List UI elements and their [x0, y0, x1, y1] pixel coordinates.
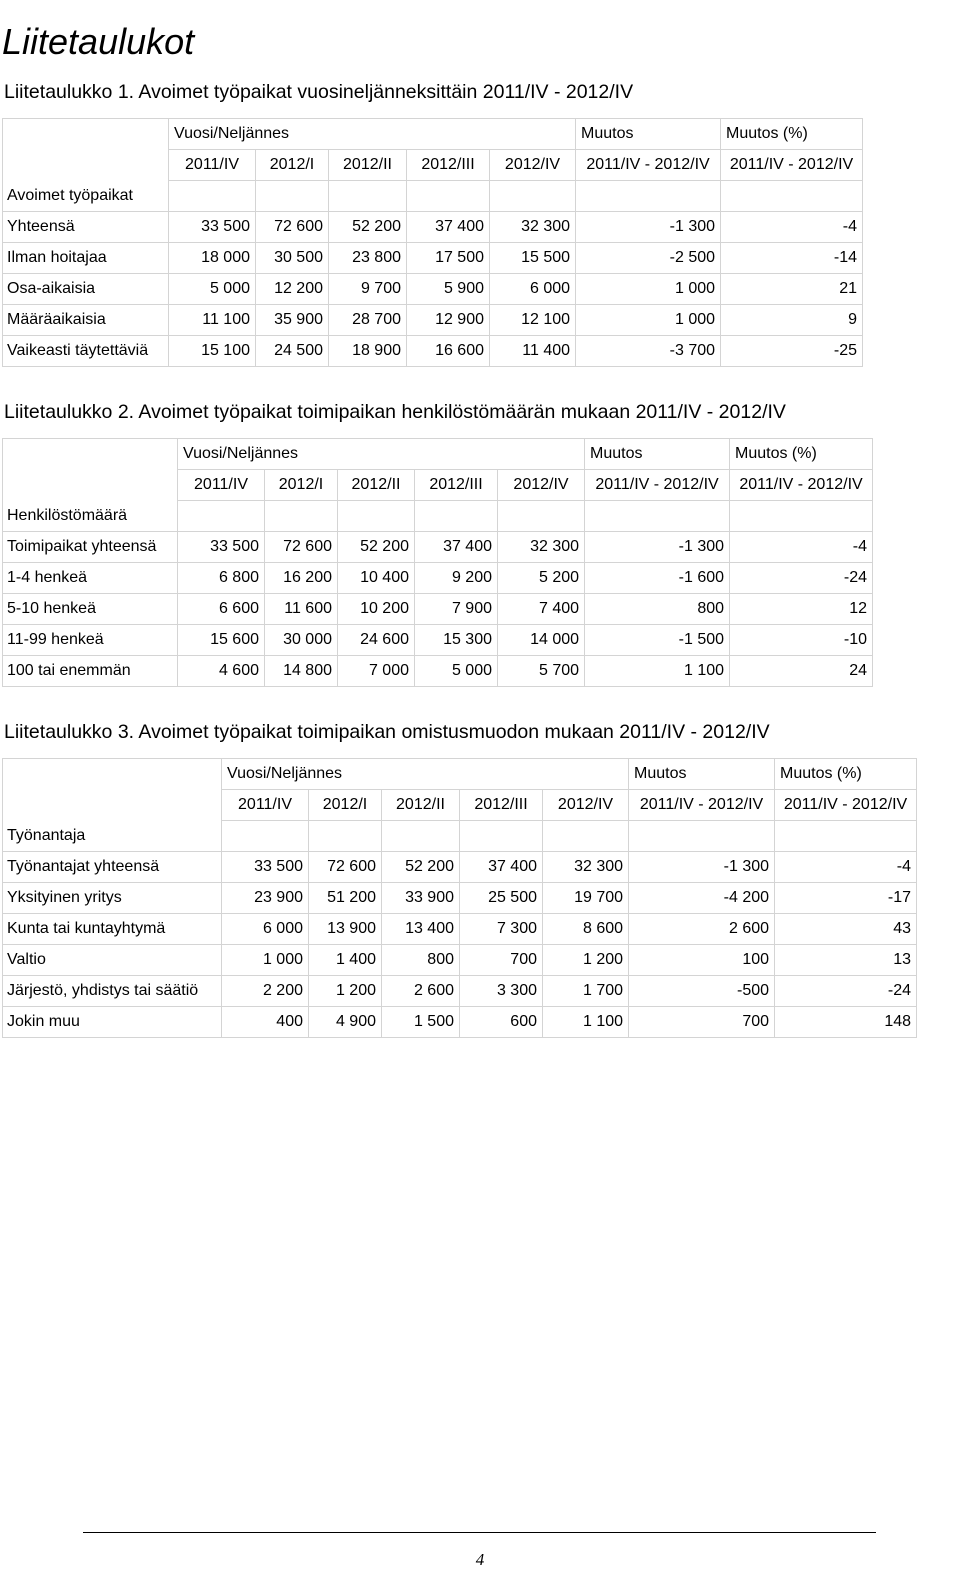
- period-header: 2012/IV: [543, 790, 629, 821]
- row-label: Osa-aikaisia: [3, 274, 169, 305]
- value-cell: 1 200: [543, 945, 629, 976]
- group-header: Vuosi/Neljännes: [169, 119, 576, 150]
- value-cell: 7 900: [415, 594, 498, 625]
- value-cell: 4 600: [178, 656, 265, 687]
- period-header: 2012/II: [329, 150, 407, 181]
- change-cell: 1 000: [576, 305, 721, 336]
- change-pct-period-header: 2011/IV - 2012/IV: [721, 150, 863, 181]
- row-header-label: Henkilöstömäärä: [3, 439, 178, 532]
- value-cell: 1 000: [222, 945, 309, 976]
- period-header: 2011/IV: [178, 470, 265, 501]
- value-cell: 3 300: [460, 976, 543, 1007]
- change-cell: -1 300: [629, 852, 775, 883]
- value-cell: 12 900: [407, 305, 490, 336]
- value-cell: 33 900: [382, 883, 460, 914]
- row-label: 11-99 henkeä: [3, 625, 178, 656]
- value-cell: 28 700: [329, 305, 407, 336]
- value-cell: 23 900: [222, 883, 309, 914]
- value-cell: 30 500: [256, 243, 329, 274]
- value-cell: 12 100: [490, 305, 576, 336]
- change-cell: 700: [629, 1007, 775, 1038]
- change-period-header: 2011/IV - 2012/IV: [576, 150, 721, 181]
- period-header: 2012/III: [407, 150, 490, 181]
- table-row: [3, 274, 863, 305]
- row-label: Yhteensä: [3, 212, 169, 243]
- value-cell: 18 900: [329, 336, 407, 367]
- table-row: [3, 212, 863, 243]
- table-row: [3, 945, 917, 976]
- value-cell: 11 600: [265, 594, 338, 625]
- table-row: [3, 243, 863, 274]
- table-row: [3, 594, 873, 625]
- change-pct-cell: -24: [730, 563, 873, 594]
- period-header: 2012/II: [382, 790, 460, 821]
- value-cell: 1 200: [309, 976, 382, 1007]
- group-header: Vuosi/Neljännes: [222, 759, 629, 790]
- value-cell: 17 500: [407, 243, 490, 274]
- row-label: Jokin muu: [3, 1007, 222, 1038]
- value-cell: 5 700: [498, 656, 585, 687]
- change-cell: 100: [629, 945, 775, 976]
- value-cell: 10 200: [338, 594, 415, 625]
- change-pct-cell: -4: [730, 532, 873, 563]
- row-label: Työnantajat yhteensä: [3, 852, 222, 883]
- value-cell: 16 200: [265, 563, 338, 594]
- value-cell: 23 800: [329, 243, 407, 274]
- row-label: Toimipaikat yhteensä: [3, 532, 178, 563]
- value-cell: 6 600: [178, 594, 265, 625]
- table-row: [3, 625, 873, 656]
- change-cell: -1 300: [576, 212, 721, 243]
- change-pct-cell: 13: [775, 945, 917, 976]
- value-cell: 10 400: [338, 563, 415, 594]
- value-cell: 32 300: [498, 532, 585, 563]
- change-cell: 1 000: [576, 274, 721, 305]
- change-pct-cell: 148: [775, 1007, 917, 1038]
- value-cell: 1 700: [543, 976, 629, 1007]
- change-pct-cell: 43: [775, 914, 917, 945]
- value-cell: 52 200: [338, 532, 415, 563]
- period-header: 2011/IV: [169, 150, 256, 181]
- value-cell: 5 000: [169, 274, 256, 305]
- period-header: 2012/I: [309, 790, 382, 821]
- change-cell: -1 300: [585, 532, 730, 563]
- value-cell: 4 900: [309, 1007, 382, 1038]
- value-cell: 33 500: [169, 212, 256, 243]
- value-cell: 1 400: [309, 945, 382, 976]
- value-cell: 800: [382, 945, 460, 976]
- value-cell: 5 000: [415, 656, 498, 687]
- value-cell: 13 900: [309, 914, 382, 945]
- value-cell: 6 000: [490, 274, 576, 305]
- table-row: [3, 1007, 917, 1038]
- row-header-label: Avoimet työpaikat: [3, 119, 169, 212]
- value-cell: 7 300: [460, 914, 543, 945]
- table-2-title: Liitetaulukko 2. Avoimet työpaikat toimipaikan henkilöstömäärän mukaan 2011/IV - 2012/IV: [4, 401, 786, 423]
- change-header: Muutos: [585, 439, 730, 470]
- value-cell: 700: [460, 945, 543, 976]
- table-2: [2, 438, 873, 687]
- value-cell: 9 700: [329, 274, 407, 305]
- row-label: Ilman hoitajaa: [3, 243, 169, 274]
- change-pct-cell: -4: [721, 212, 863, 243]
- value-cell: 32 300: [490, 212, 576, 243]
- value-cell: 2 600: [382, 976, 460, 1007]
- row-label: 100 tai enemmän: [3, 656, 178, 687]
- change-pct-header: Muutos (%): [775, 759, 917, 790]
- row-label: 5-10 henkeä: [3, 594, 178, 625]
- value-cell: 15 100: [169, 336, 256, 367]
- row-label: 1-4 henkeä: [3, 563, 178, 594]
- change-pct-cell: 21: [721, 274, 863, 305]
- value-cell: 8 600: [543, 914, 629, 945]
- table-row: [3, 883, 917, 914]
- row-label: Yksityinen yritys: [3, 883, 222, 914]
- change-cell: -1 600: [585, 563, 730, 594]
- value-cell: 37 400: [407, 212, 490, 243]
- value-cell: 16 600: [407, 336, 490, 367]
- change-pct-cell: -14: [721, 243, 863, 274]
- table-3-title: Liitetaulukko 3. Avoimet työpaikat toimipaikan omistusmuodon mukaan 2011/IV - 2012/IV: [4, 721, 770, 743]
- change-pct-cell: -10: [730, 625, 873, 656]
- value-cell: 1 500: [382, 1007, 460, 1038]
- change-cell: -500: [629, 976, 775, 1007]
- page-title: Liitetaulukot: [2, 21, 195, 63]
- value-cell: 33 500: [178, 532, 265, 563]
- value-cell: 2 200: [222, 976, 309, 1007]
- table-3: [2, 758, 917, 1038]
- value-cell: 7 400: [498, 594, 585, 625]
- value-cell: 37 400: [415, 532, 498, 563]
- row-label: Vaikeasti täytettäviä: [3, 336, 169, 367]
- value-cell: 72 600: [265, 532, 338, 563]
- period-header: 2012/II: [338, 470, 415, 501]
- row-label: Järjestö, yhdistys tai säätiö: [3, 976, 222, 1007]
- change-cell: 1 100: [585, 656, 730, 687]
- value-cell: 52 200: [382, 852, 460, 883]
- change-cell: -3 700: [576, 336, 721, 367]
- value-cell: 32 300: [543, 852, 629, 883]
- period-header: 2012/IV: [498, 470, 585, 501]
- value-cell: 24 500: [256, 336, 329, 367]
- change-pct-cell: -17: [775, 883, 917, 914]
- value-cell: 6 000: [222, 914, 309, 945]
- table-row: [3, 976, 917, 1007]
- value-cell: 15 300: [415, 625, 498, 656]
- change-cell: 2 600: [629, 914, 775, 945]
- value-cell: 14 800: [265, 656, 338, 687]
- change-period-header: 2011/IV - 2012/IV: [585, 470, 730, 501]
- row-label: Kunta tai kuntayhtymä: [3, 914, 222, 945]
- change-pct-cell: -25: [721, 336, 863, 367]
- value-cell: 9 200: [415, 563, 498, 594]
- row-label: Valtio: [3, 945, 222, 976]
- change-pct-cell: 24: [730, 656, 873, 687]
- footer-rule: [83, 1532, 876, 1533]
- value-cell: 30 000: [265, 625, 338, 656]
- change-pct-period-header: 2011/IV - 2012/IV: [775, 790, 917, 821]
- value-cell: 1 100: [543, 1007, 629, 1038]
- table-row: [3, 914, 917, 945]
- value-cell: 72 600: [256, 212, 329, 243]
- change-cell: -1 500: [585, 625, 730, 656]
- value-cell: 18 000: [169, 243, 256, 274]
- change-cell: -4 200: [629, 883, 775, 914]
- change-cell: 800: [585, 594, 730, 625]
- value-cell: 14 000: [498, 625, 585, 656]
- period-header: 2012/III: [415, 470, 498, 501]
- value-cell: 19 700: [543, 883, 629, 914]
- value-cell: 11 400: [490, 336, 576, 367]
- table-row: [3, 852, 917, 883]
- value-cell: 25 500: [460, 883, 543, 914]
- value-cell: 35 900: [256, 305, 329, 336]
- period-header: 2012/I: [265, 470, 338, 501]
- period-header: 2012/IV: [490, 150, 576, 181]
- change-header: Muutos: [629, 759, 775, 790]
- change-pct-cell: -4: [775, 852, 917, 883]
- change-header: Muutos: [576, 119, 721, 150]
- value-cell: 400: [222, 1007, 309, 1038]
- change-pct-header: Muutos (%): [730, 439, 873, 470]
- table-row: [3, 532, 873, 563]
- value-cell: 5 900: [407, 274, 490, 305]
- value-cell: 13 400: [382, 914, 460, 945]
- value-cell: 51 200: [309, 883, 382, 914]
- period-header: 2012/I: [256, 150, 329, 181]
- change-pct-period-header: 2011/IV - 2012/IV: [730, 470, 873, 501]
- period-header: 2011/IV: [222, 790, 309, 821]
- change-pct-cell: 12: [730, 594, 873, 625]
- change-pct-header: Muutos (%): [721, 119, 863, 150]
- value-cell: 6 800: [178, 563, 265, 594]
- change-pct-cell: -24: [775, 976, 917, 1007]
- table-1-title: Liitetaulukko 1. Avoimet työpaikat vuosineljänneksittäin 2011/IV - 2012/IV: [4, 81, 634, 103]
- group-header: Vuosi/Neljännes: [178, 439, 585, 470]
- table-row: [3, 563, 873, 594]
- change-cell: -2 500: [576, 243, 721, 274]
- page-number: 4: [475, 1550, 485, 1569]
- value-cell: 72 600: [309, 852, 382, 883]
- row-label: Määräaikaisia: [3, 305, 169, 336]
- value-cell: 11 100: [169, 305, 256, 336]
- value-cell: 15 500: [490, 243, 576, 274]
- value-cell: 7 000: [338, 656, 415, 687]
- value-cell: 52 200: [329, 212, 407, 243]
- value-cell: 12 200: [256, 274, 329, 305]
- value-cell: 600: [460, 1007, 543, 1038]
- value-cell: 37 400: [460, 852, 543, 883]
- table-row: [3, 656, 873, 687]
- value-cell: 24 600: [338, 625, 415, 656]
- change-pct-cell: 9: [721, 305, 863, 336]
- change-period-header: 2011/IV - 2012/IV: [629, 790, 775, 821]
- table-row: [3, 305, 863, 336]
- value-cell: 5 200: [498, 563, 585, 594]
- value-cell: 15 600: [178, 625, 265, 656]
- period-header: 2012/III: [460, 790, 543, 821]
- row-header-label: Työnantaja: [3, 759, 222, 852]
- value-cell: 33 500: [222, 852, 309, 883]
- table-row: [3, 336, 863, 367]
- table-1: [2, 118, 863, 367]
